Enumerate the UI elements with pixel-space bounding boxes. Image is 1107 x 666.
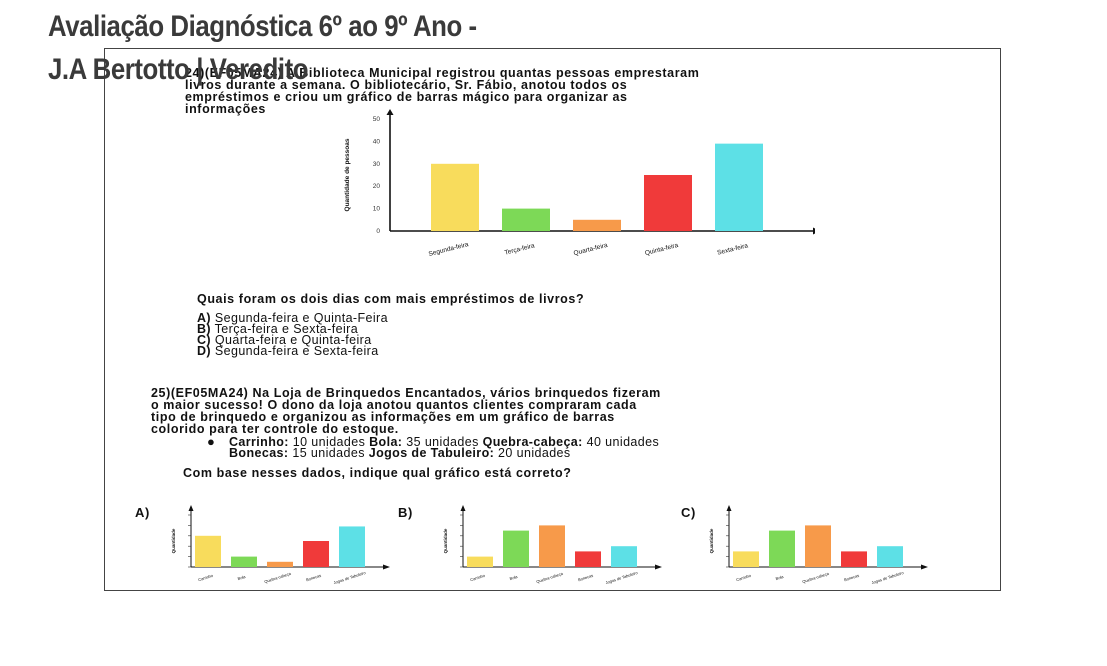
q24-intro-line: empréstimos e criou um gráfico de barras mágico para organizar as	[185, 90, 628, 104]
x-tick-label: Segunda-feira	[427, 241, 470, 258]
bar-quebra-cabeça	[805, 525, 831, 567]
bar-bonecas	[841, 551, 867, 567]
x-axis-arrow-icon	[383, 565, 390, 570]
x-tick-label: Terça-feira	[503, 242, 536, 257]
bar-quebra-cabeça	[539, 525, 565, 567]
bar-bola	[503, 531, 529, 567]
bullet-icon: ●	[207, 434, 216, 449]
bar-quinta-feira	[644, 175, 692, 231]
x-tick-label: Jogos de Tabuleiro	[604, 570, 639, 586]
q25-option-c-label[interactable]: C)	[681, 505, 696, 520]
q25-data-line1: Carrinho: 10 unidades Bola: 35 unidades Quebra-cabeça: 40 unidades	[229, 435, 660, 449]
x-tick-label: Carrinho	[197, 572, 214, 583]
bar-segunda-feira	[431, 164, 479, 231]
page-title-line1: Avaliação Diagnóstica 6º ao 9º Ano -	[48, 10, 477, 43]
x-tick-label: Bonecas	[577, 572, 594, 583]
bar-bola	[231, 557, 257, 567]
bar-carrinho	[195, 536, 221, 567]
q24-option-d[interactable]: D) Segunda-feira e Sexta-feira	[197, 344, 379, 358]
bar-jogos-de-tabuleiro	[339, 526, 365, 567]
q24-intro-line: informações	[185, 102, 266, 116]
x-axis-arrow-icon	[921, 565, 928, 570]
y-tick-label: 40	[372, 138, 380, 146]
y-axis-arrow-icon	[461, 505, 466, 511]
y-axis-label: Quantidade	[171, 528, 176, 554]
exam-sheet	[104, 48, 1001, 591]
bar-carrinho	[467, 557, 493, 567]
q25-intro	[151, 387, 661, 435]
y-axis-arrow-icon	[387, 109, 394, 115]
y-tick-label: 0	[376, 228, 380, 235]
q24-options	[197, 313, 388, 357]
q24-option-b[interactable]: B) Terça-feira e Sexta-feira	[197, 322, 359, 336]
q24-intro-line: livros durante a semana. O bibliotecário, Sr. Fábio, anotou todos os	[185, 78, 628, 92]
x-tick-label: Carrinho	[735, 572, 752, 583]
library-loans-bar-chart	[335, 109, 815, 269]
x-tick-label: Quebra-cabeça	[801, 570, 830, 585]
page-title-line2: J.A Bertotto | Veredito	[48, 53, 309, 86]
q25-intro-line: o maior sucesso! O dono da loja anotou quantos clientes compraram cada	[151, 398, 637, 412]
x-tick-label: Jogos de Tabuleiro	[332, 570, 367, 586]
q25-intro-line: colorido para ter controle do estoque.	[151, 422, 399, 436]
x-tick-label: Bola	[236, 573, 247, 582]
q25-option-b-label[interactable]: B)	[398, 505, 413, 520]
bar-sexta-feira	[715, 144, 763, 231]
x-tick-label: Carrinho	[469, 572, 486, 583]
q25-option-a-label[interactable]: A)	[135, 505, 150, 520]
y-axis-label: Quantidade de pessoas	[344, 138, 351, 212]
x-tick-label: Sexta-feira	[716, 242, 749, 257]
y-axis-label: Quantidade	[709, 528, 714, 554]
y-axis-arrow-icon	[727, 505, 732, 511]
x-tick-label: Jogos de Tabuleiro	[870, 570, 905, 586]
q24-intro-line: 24)(EF05MA24) A Biblioteca Municipal registrou quantas pessoas emprestaram	[185, 66, 700, 80]
y-tick-label: 50	[372, 116, 380, 123]
q25-chart-option-b[interactable]	[439, 501, 679, 591]
bar-bola	[769, 531, 795, 567]
x-tick-label: Bonecas	[305, 572, 322, 583]
y-tick-label: 30	[372, 160, 380, 168]
x-tick-label: Quarta-feira	[572, 241, 609, 258]
bar-bonecas	[303, 541, 329, 567]
q25-data-line2: Bonecas: 15 unidades Jogos de Tabuleiro: 20 unidades	[229, 446, 571, 460]
y-tick-label: 20	[372, 183, 380, 191]
x-axis-arrow-icon	[813, 228, 815, 235]
bar-carrinho	[733, 551, 759, 567]
bar-jogos-de-tabuleiro	[877, 546, 903, 567]
bar-terça-feira	[502, 209, 550, 231]
x-tick-label: Quinta-feira	[644, 242, 679, 258]
x-tick-label: Quebra-cabeça	[263, 570, 292, 585]
bar-quarta-feira	[573, 220, 621, 231]
q25-intro-line: tipo de brinquedo e organizou as informações em um gráfico de barras	[151, 410, 615, 424]
bar-bonecas	[575, 551, 601, 567]
bar-quebra-cabeça	[267, 562, 293, 567]
y-axis-arrow-icon	[189, 505, 194, 511]
q25-data-list	[207, 434, 660, 460]
q25-chart-option-a[interactable]	[167, 501, 407, 591]
bar-jogos-de-tabuleiro	[611, 546, 637, 567]
q24-question: Quais foram os dois dias com mais empréstimos de livros?	[197, 292, 585, 306]
x-tick-label: Quebra-cabeça	[535, 570, 564, 585]
q24-option-a[interactable]: A) Segunda-feira e Quinta-Feira	[197, 311, 388, 325]
q25-chart-option-c[interactable]	[705, 501, 945, 591]
q25-intro-line: 25)(EF05MA24) Na Loja de Brinquedos Encantados, vários brinquedos fizeram	[151, 386, 661, 400]
x-axis-arrow-icon	[655, 565, 662, 570]
x-tick-label: Bola	[774, 573, 785, 582]
q24-option-c[interactable]: C) Quarta-feira e Quinta-feira	[197, 333, 372, 347]
y-tick-label: 10	[372, 205, 380, 213]
q25-question: Com base nesses dados, indique qual gráfico está correto?	[183, 466, 572, 480]
y-axis-label: Quantidade	[443, 528, 448, 554]
x-tick-label: Bonecas	[843, 572, 860, 583]
x-tick-label: Bola	[508, 573, 519, 582]
